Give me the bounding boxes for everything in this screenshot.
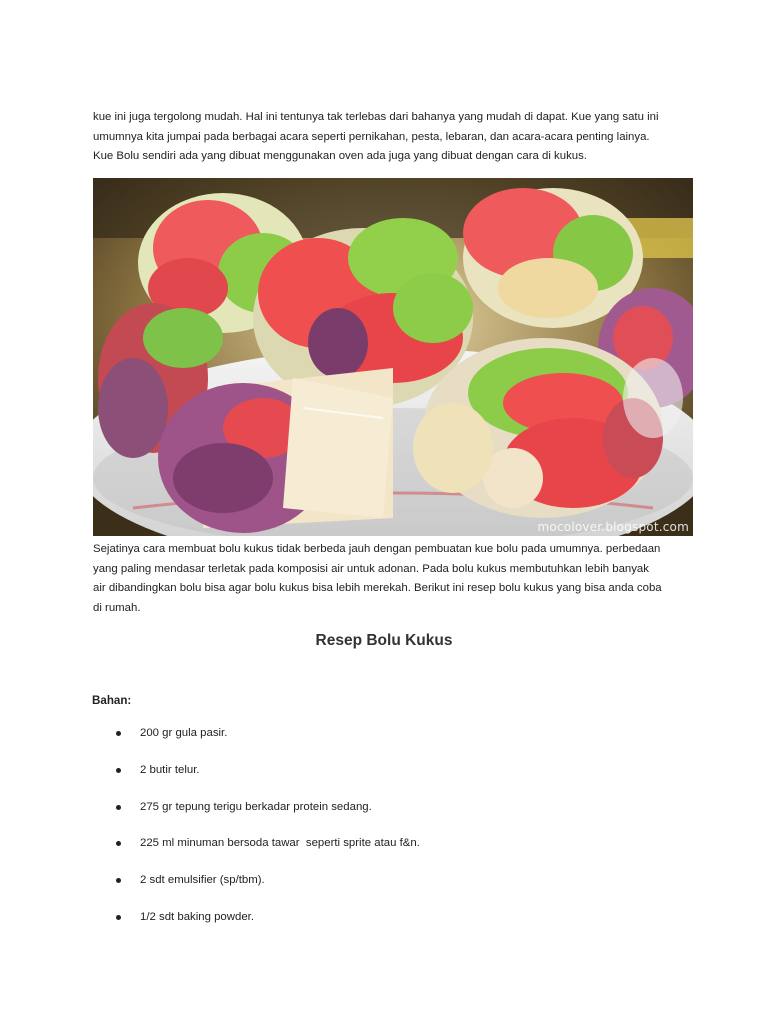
- bullet-icon: [116, 768, 121, 773]
- recipe-title: Resep Bolu Kukus: [315, 632, 453, 649]
- intro-line: umumnya kita jumpai pada berbagai acara seperti pernikahan, pesta, lebaran, dan acara-acara penting lainya.: [93, 130, 650, 143]
- intro-line: Kue Bolu sendiri ada yang dibuat menggunakan oven ada juga yang dibuat dengan cara di kukus.: [93, 150, 587, 163]
- ingredient-text: 2 butir telur.: [140, 763, 200, 776]
- ingredient-text: 2 sdt emulsifier (sp/tbm).: [140, 874, 265, 887]
- photo-watermark: mocolover.blogspot.com: [537, 520, 689, 534]
- bullet-icon: [116, 805, 121, 810]
- intro-line: kue ini juga tergolong mudah. Hal ini tentunya tak terlebas dari bahanya yang mudah di dapat. Kue yang satu ini: [93, 111, 659, 123]
- bullet-icon: [116, 915, 121, 920]
- bullet-icon: [116, 731, 121, 736]
- explanation-line: air dibandingkan bolu bisa agar bolu kukus bisa lebih merekah. Berikut ini resep bolu kukus yang bisa anda coba: [93, 582, 662, 595]
- explanation-line: yang paling mendasar terletak pada komposisi air untuk adonan. Pada bolu kukus membutuhkan lebih banyak: [93, 562, 649, 575]
- bolu-kukus-photo: [93, 178, 693, 536]
- ingredients-label: Bahan:: [92, 694, 132, 707]
- intro-paragraph: [93, 108, 693, 167]
- explanation-line: Sejatinya cara membuat bolu kukus tidak berbeda jauh dengan pembuatan kue bolu pada umumnya. perbedaan: [93, 543, 661, 555]
- ingredient-text: 275 gr tepung terigu berkadar protein sedang.: [140, 800, 372, 813]
- explanation-line: di rumah.: [93, 601, 141, 614]
- ingredient-text: 1/2 sdt baking powder.: [140, 910, 254, 923]
- bullet-icon: [116, 878, 121, 883]
- explanation-paragraph: [93, 540, 693, 618]
- ingredient-text: 200 gr gula pasir.: [140, 727, 228, 739]
- photo-illustration: [93, 178, 693, 536]
- bullet-icon: [116, 841, 121, 846]
- ingredient-text: 225 ml minuman bersoda tawar seperti sprite atau f&n.: [140, 837, 420, 850]
